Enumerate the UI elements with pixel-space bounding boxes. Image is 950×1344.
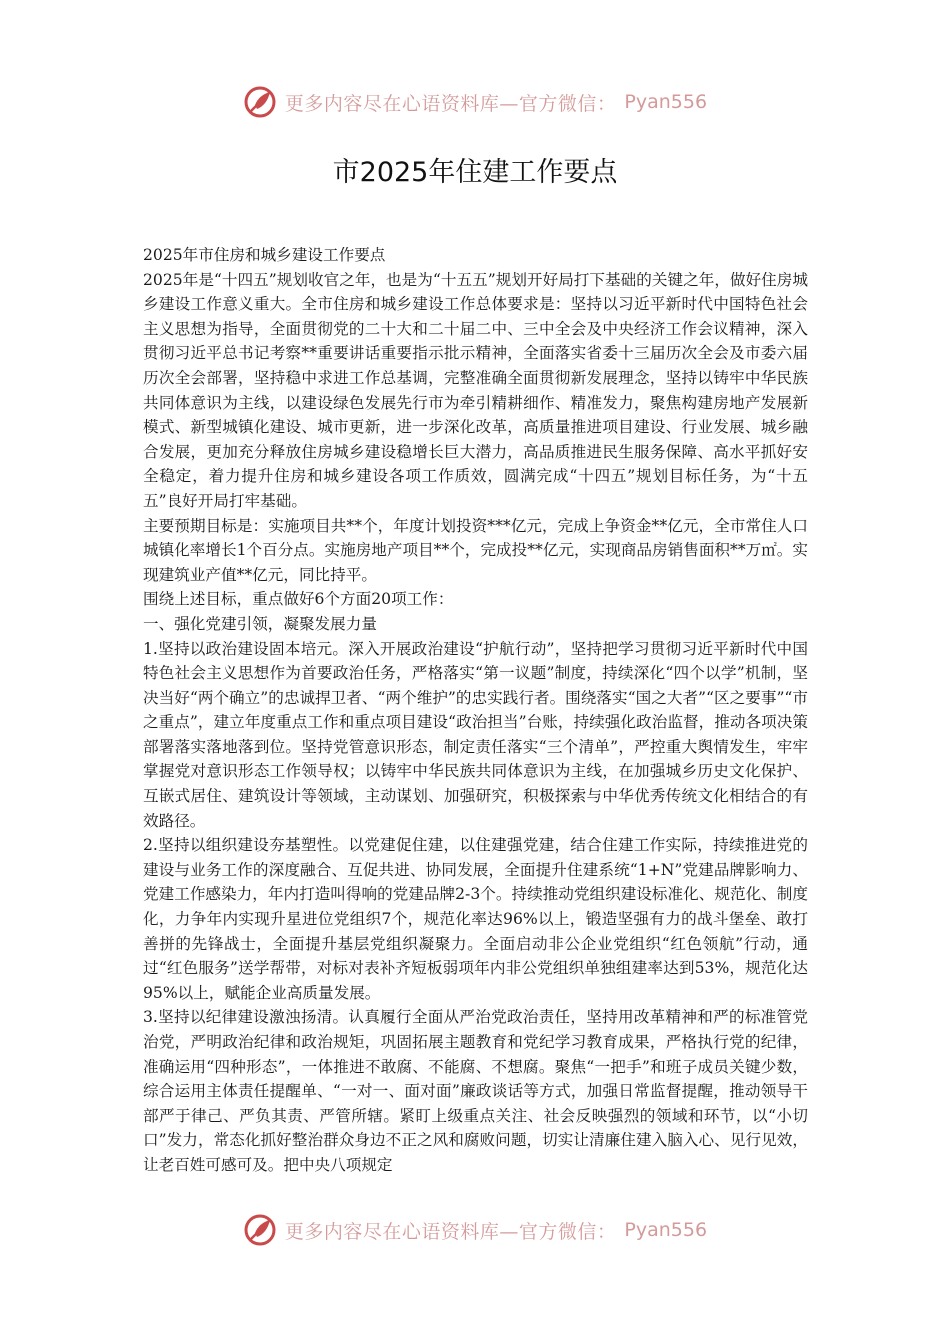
paragraph-overview: 围绕上述目标，重点做好6个方面20项工作： xyxy=(143,590,454,609)
watermark-text: 更多内容尽在心语资料库—官方微信： xyxy=(284,1220,617,1243)
paragraph-intro: 2025年是“十四五”规划收官之年，也是为“十五五”规划开好局打下基础的关键之年，做好住房城乡建设工作意义重大。全市住房和城乡建设工作总体要求是：坚持以习近平新时代中国特色社会主义思想为指导，全面贯彻党的二十大和二十届二中、三中全会及中央经济工作会议精神，深入贯彻习近平总书记考察**重要讲话重要指示批示精神，全面落实省委十三届历次全会及市委六届历次全会部署，坚持稳中求进工作总基调，完整准确全面贯彻新发展理念，坚持以铸牢中华民族共同体意识为主线，以建设绿色发展先行市为牵引精耕细作、精准发力，聚焦构建房地产发展新模式、新型城镇化建设、城市更新，进一步深化改革，高质量推进项目建设、行业发展、城乡融合发展，更加充分释放住房城乡建设稳增长巨大潜力，高品质推进民生服务保障、高水平抓好安全稳定，着力提升住房和城乡建设各项工作质效，圆满完成“十四五”规划目标任务，为“十五五”良好开局打牢基础。 xyxy=(143,270,808,510)
paragraph-item-1: 1.坚持以政治建设固本培元。深入开展政治建设“护航行动”，坚持把学习贯彻习近平新时代中国特色社会主义思想作为首要政治任务，严格落实“第一议题”制度，持续深化“四个以学”机制，坚决当好“两个确立”的忠诚捍卫者、“两个维护”的忠实践行者。围绕落实“国之大者”“区之要事”“市之重点”，建立年度重点工作和重点项目建设“政治担当”台账，持续强化政治监督，推动各项决策部署落实落地落到位。坚持党管意识形态，制定责任落实“三个清单”，严控重大舆情发生，牢牢掌握党对意识形态工作领导权；以铸牢中华民族共同体意识为主线，在加强城乡历史文化保护、互嵌式居住、建筑设计等领域，主动谋划、加强研究，积极探索与中华优秀传统文化相结合的有效路径。 xyxy=(143,639,808,830)
watermark-banner-top xyxy=(0,82,950,122)
watermark-handle: Pyan556 xyxy=(624,91,708,113)
paragraph-item-2: 2.坚持以组织建设夯基塑性。以党建促住建，以住建强党建，结合住建工作实际，持续推进党的建设与业务工作的深度融合、互促共进、协同发展，全面提升住建系统“1+N”党建品牌影响力、党建工作感染力，年内打造叫得响的党建品牌2-3个。持续推动党组织建设标准化、规范化、制度化，力争年内实现升星进位党组织7个，规范化率达96%以上，锻造坚强有力的战斗堡垒、敢打善拼的先锋战士，全面提升基层党组织凝聚力。全面启动非公企业党组织“红色领航”行动，通过“红色服务”送学帮带，对标对表补齐短板弱项年内非公党组织单独组建率达到53%，规范化达95%以上，赋能企业高质量发展。 xyxy=(143,836,808,1002)
document-title: 市2025年住建工作要点 xyxy=(332,157,618,188)
quill-logo-icon xyxy=(243,1213,277,1247)
quill-logo-icon xyxy=(243,85,277,119)
paragraph-item-3: 3.坚持以纪律建设激浊扬清。认真履行全面从严治党政治责任，坚持用改革精神和严的标准管党治党，严明政治纪律和政治规矩，巩固拓展主题教育和党纪学习教育成果，严格执行党的纪律，准确运用“四种形态”，一体推进不敢腐、不能腐、不想腐。聚焦“一把手”和班子成员关键少数，综合运用主体责任提醒单、“一对一、面对面”廉政谈话等方式，加强日常监督提醒，推动领导干部严于律己、严负其责、严管所辖。紧盯上级重点关注、社会反映强烈的领域和环节，以“小切口”发力，常态化抓好整治群众身边不正之风和腐败问题，切实让清廉住建入脑入心、见行见效，让老百姓可感可及。把中央八项规定 xyxy=(143,1008,808,1174)
section-heading-1: 一、强化党建引领，凝聚发展力量 xyxy=(143,614,377,633)
document-body xyxy=(143,243,808,1188)
paragraph-subtitle: 2025年市住房和城乡建设工作要点 xyxy=(143,246,386,264)
watermark-text: 更多内容尽在心语资料库—官方微信： xyxy=(284,92,617,115)
paragraph-targets: 主要预期目标是：实施项目共**个，年度计划投资***亿元，完成上争资金**亿元，全市常住人口城镇化率增长1个百分点。实施房地产项目**个，完成投**亿元，实现商品房销售面积**万㎡。实现建筑业产值**亿元，同比持平。 xyxy=(143,516,808,584)
watermark-handle: Pyan556 xyxy=(624,1219,708,1241)
watermark-banner-bottom xyxy=(0,1210,950,1250)
